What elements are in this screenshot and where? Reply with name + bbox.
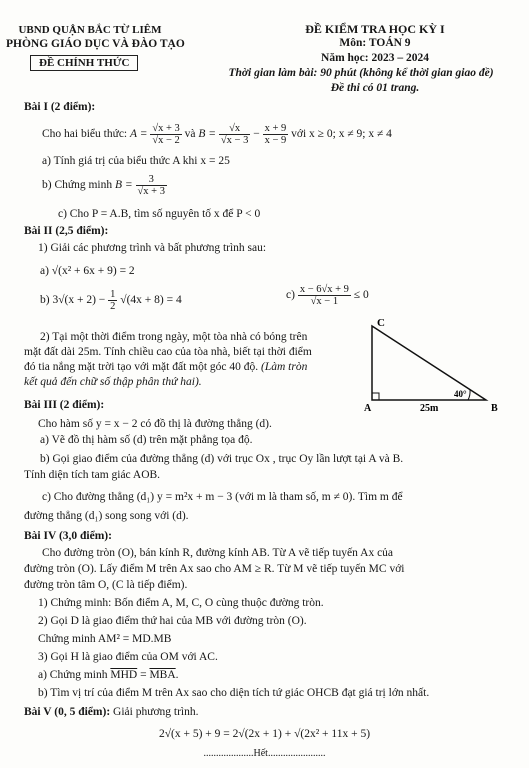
page-count: Đề thi có 01 trang. xyxy=(330,82,420,94)
bai3-l2: a) Vẽ đồ thị hàm số (d) trên mặt phẳng tọa độ. xyxy=(40,434,253,446)
bai1-c: c) Cho P = A.B, tìm số nguyên tố x để P < 0 xyxy=(58,208,261,220)
bai4-l6: Chứng minh AM² = MD.MB xyxy=(38,633,172,645)
bai3-l3: b) Gọi giao điểm của đường thẳng (d) với trục Ox , trục Oy lần lượt tại A và B. xyxy=(40,453,404,465)
bai4-l5: 2) Gọi D là giao điểm thứ hai của MB với đường tròn (O). xyxy=(38,615,307,627)
bai3-title: Bài III (2 điểm): xyxy=(24,399,105,411)
exam-title: ĐỀ KIỂM TRA HỌC KỲ I xyxy=(305,22,445,36)
bai4-l9: b) Tìm vị trí của điểm M trên Ax sao cho diện tích tứ giác OHCB đạt giá trị lớn nhất. xyxy=(38,687,430,699)
bai4-l8: a) Chứng minh $\overline{MHD} = \overline{MBA}$. xyxy=(38,669,179,681)
label-A: A xyxy=(364,403,372,414)
end-marker: ....................Hết....................... xyxy=(203,748,326,759)
bai1-b: b) Chứng minh B = $\frac{3}{√x + 3}$ xyxy=(42,173,165,197)
bai2-a: a) √(x² + 6x + 9) = 2 xyxy=(40,265,135,277)
bai4-l2: đường tròn (O). Lấy điểm M trên Ax sao cho AM ≥ R. Từ M vẽ tiếp tuyến MC với xyxy=(24,563,405,575)
bai4-l1: Cho đường tròn (O), bán kính R, đường kính AB. Từ A vẽ tiếp tuyến Ax của xyxy=(42,547,394,559)
time-info: Thời gian làm bài: 90 phút (không kể thời gian giao đề) xyxy=(228,67,494,79)
bai1-expressions: Cho hai biểu thức: A = $\frac{√x + 3}{√x - 2}$ và B = $\frac{√x}{√x - 3}$ − $\frac{x + 9}{x - 9}$ với x ≥ 0; x ≠ 9; x ≠ 4 xyxy=(42,122,392,146)
bai3-l1: Cho hàm số y = x − 2 có đồ thị là đường thẳng (d). xyxy=(38,418,272,430)
bai3-l6: đường thẳng (d₁) song song với (d). xyxy=(24,510,189,522)
bai2-title: Bài II (2,5 điểm): xyxy=(24,225,109,237)
bai4-title: Bài IV (3,0 điểm): xyxy=(24,530,112,542)
bai1-title: Bài I (2 điểm): xyxy=(24,101,96,113)
bai2-b: b) 3√(x + 2) − $\frac{1}{2}$ √(4x + 8) = 4 xyxy=(40,288,182,312)
bai2-p1: 1) Giải các phương trình và bất phương trình sau: xyxy=(38,242,267,254)
bai2-p2-3: đó tia nắng mặt trời tạo với mặt đất một góc 40 độ. (Làm tròn xyxy=(24,361,308,373)
triangle xyxy=(372,326,486,400)
label-B: B xyxy=(491,403,498,414)
bai5-equation: 2√(x + 5) + 9 = 2√(2x + 1) + √(2x² + 11x + 5) xyxy=(158,728,371,740)
label-40: 40° xyxy=(454,389,467,399)
bai3-l4: Tính diện tích tam giác AOB. xyxy=(24,469,161,481)
header-phong: PHÒNG GIÁO DỤC VÀ ĐÀO TẠO xyxy=(6,38,185,50)
header-ubnd: UBND QUẬN BẮC TỪ LIÊM xyxy=(18,24,162,36)
bai2-p2-4: kết quả đến chữ số thập phân thứ hai). xyxy=(24,376,202,388)
bai3-l5: c) Cho đường thẳng (d₁) y = m²x + m − 3 (với m là tham số, m ≠ 0). Tìm m để xyxy=(42,491,403,503)
bai2-c: c) $\frac{x - 6√x + 9}{√x - 1}$ ≤ 0 xyxy=(286,283,369,307)
school-year: Năm học: 2023 – 2024 xyxy=(321,52,429,64)
subject: Môn: TOÁN 9 xyxy=(339,37,411,49)
bai5-head: Bài V (0, 5 điểm): Giải phương trình. xyxy=(24,706,199,718)
bai1-a: a) Tính giá trị của biểu thức A khi x = 25 xyxy=(42,155,230,167)
official-stamp: ĐỀ CHÍNH THỨC xyxy=(30,55,138,71)
bai2-p2-1: 2) Tại một thời điểm trong ngày, một tòa nhà có bóng trên xyxy=(40,331,308,343)
bai4-l4: 1) Chứng minh: Bốn điểm A, M, C, O cùng thuộc đường tròn. xyxy=(38,597,324,609)
bai2-p2-2: mặt đất dài 25m. Tính chiều cao của tòa nhà, biết tại thời điểm xyxy=(24,346,312,358)
bai4-l7: 3) Gọi H là giao điểm của OM với AC. xyxy=(38,651,218,663)
label-C: C xyxy=(377,317,385,329)
bai4-l3: đường tròn tâm O, (C là tiếp điểm). xyxy=(24,579,188,591)
label-25m: 25m xyxy=(420,403,439,414)
